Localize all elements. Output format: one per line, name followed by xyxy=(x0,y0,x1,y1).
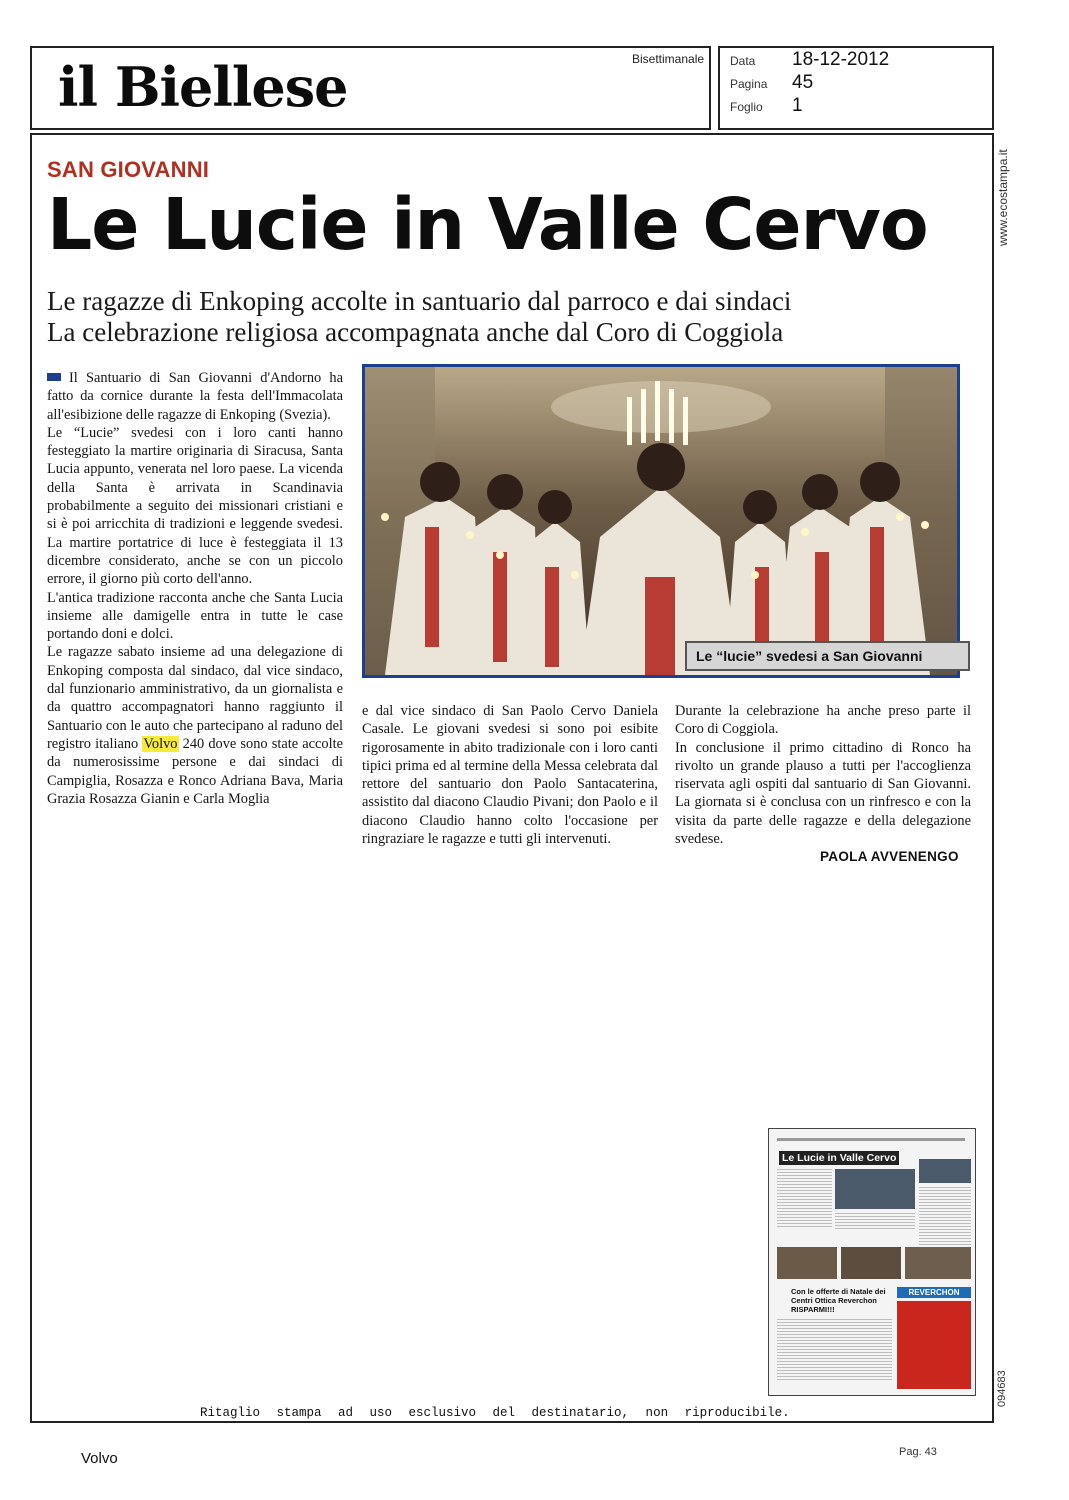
subheadline-1: Le ragazze di Enkoping accolte in santuario dal parroco e dai sindaci xyxy=(47,286,792,316)
article-column-1 xyxy=(47,369,343,808)
clipping-service-website: www.ecostampa.it xyxy=(996,149,1010,246)
paragraph xyxy=(47,643,343,808)
newspaper-logo: il Biellese xyxy=(58,55,348,119)
publication-frequency: Bisettimanale xyxy=(632,52,705,66)
bullet-icon xyxy=(47,373,61,381)
thumbnail-headline: Le Lucie in Valle Cervo xyxy=(779,1151,899,1165)
thumbnail-text-block xyxy=(777,1169,832,1229)
date-value: 18-12-2012 xyxy=(792,49,890,70)
author-byline: PAOLA AVVENENGO xyxy=(820,849,959,864)
clipping-disclaimer: Ritaglio stampa ad uso esclusivo del destinatario, non riproducibile. xyxy=(200,1406,790,1420)
page-label: Pagina xyxy=(730,77,768,91)
thumbnail-text-block xyxy=(835,1213,915,1229)
photo-illustration xyxy=(365,367,957,675)
thumbnail-photo xyxy=(777,1247,837,1279)
thumbnail-ad-text: Con le offerte di Natale dei Centri Ottica Reverchon RISPARMI!!! xyxy=(791,1287,886,1314)
paragraph-text: 240 dove sono state accolte da numerosissime persone e dai sindaci di Campiglia, Rosazza e Ronco Adriana Bava, Maria Grazia Rosazza Gianin e Carla Moglia xyxy=(47,735,343,807)
page-value: 45 xyxy=(792,72,814,93)
article-column-3 xyxy=(675,702,971,848)
thumbnail-text-block xyxy=(919,1187,971,1247)
thumbnail-photo xyxy=(919,1159,971,1183)
page-thumbnail xyxy=(768,1128,976,1396)
paragraph: e dal vice sindaco di San Paolo Cervo Daniela Casale. Le giovani svedesi si sono poi esibite rigorosamente in abito tradizionale con i loro canti tipici prima ed al termine della Messa celebrata dal rettore del santuario don Paolo Santacaterina, assistito dal diacono Claudio Pivani; don Paolo e il diacono Claudio hanno colto l'occasione per ringraziare le ragazze e tutti gli intervenuti. xyxy=(362,703,658,848)
thumbnail-photo xyxy=(841,1247,901,1279)
thumbnail-header-rule xyxy=(777,1138,965,1141)
photo-caption: Le “lucie” svedesi a San Giovanni xyxy=(685,641,970,671)
thumbnail-ad-brand: REVERCHON xyxy=(897,1287,971,1298)
section-label: SAN GIOVANNI xyxy=(47,157,210,182)
thumbnail-photo xyxy=(835,1169,915,1209)
sheet-label: Foglio xyxy=(730,100,763,114)
article-column-2 xyxy=(362,702,658,848)
date-label: Data xyxy=(730,54,756,68)
paragraph: Le “Lucie” svedesi con i loro canti hanno festeggiato la martire originaria di Siracusa, Santa Lucia appunto, venerata nel loro paese. La vicenda della Santa è arrivata in Scandinavia probabilmente a seguito dei missionari cristiani e si è poi arricchita di tradizioni e leggende svedesi. La martire portatrice di luce è festeggiata il 13 dicembre considerato, anche se con un piccolo errore, il giorno più corto dell'anno. xyxy=(47,424,343,588)
paragraph: In conclusione il primo cittadino di Ronco ha rivolto un grande plauso a tutti per l'accoglienza riservata agli ospiti dal santuario di San Giovanni. La giornata si è conclusa con un rinfresco e con la visita da parte delle ragazze e della delegazione svedese. xyxy=(675,739,971,848)
paragraph-text: Il Santuario di San Giovanni d'Andorno ha fatto da cornice durante la festa dell'Immacolata all'esibizione delle ragazze di Enkoping (Svezia). xyxy=(47,370,343,423)
highlighted-keyword: Volvo xyxy=(143,735,178,752)
paragraph: L'antica tradizione racconta anche che Santa Lucia insieme alle damigelle entra in tutte le case portando doni e dolci. xyxy=(47,589,343,643)
thumbnail-text-block xyxy=(777,1319,892,1381)
footer-page-number: Pag. 43 xyxy=(899,1446,937,1458)
sheet-value: 1 xyxy=(792,95,803,116)
paragraph: Durante la celebrazione ha anche preso parte il Coro di Coggiola. xyxy=(675,703,971,738)
subheadline-2: La celebrazione religiosa accompagnata anche dal Coro di Coggiola xyxy=(47,317,784,347)
headline: Le Lucie in Valle Cervo xyxy=(47,183,928,266)
paragraph-text: Le ragazze sabato insieme ad una delegazione di Enkoping composta dal sindaco, dal vice sindaco, dal funzionario amministrativo, da un giornalista e da quattro accompagnatori hanno raggiunto il Santuario con le auto che partecipano al raduno del registro italiano xyxy=(47,644,343,752)
paragraph xyxy=(47,369,343,424)
footer-keyword: Volvo xyxy=(81,1450,118,1467)
article-photo xyxy=(362,364,960,678)
thumbnail-photo xyxy=(905,1247,971,1279)
clipping-code: 094683 xyxy=(996,1370,1008,1407)
thumbnail-ad-graphic xyxy=(897,1301,971,1389)
